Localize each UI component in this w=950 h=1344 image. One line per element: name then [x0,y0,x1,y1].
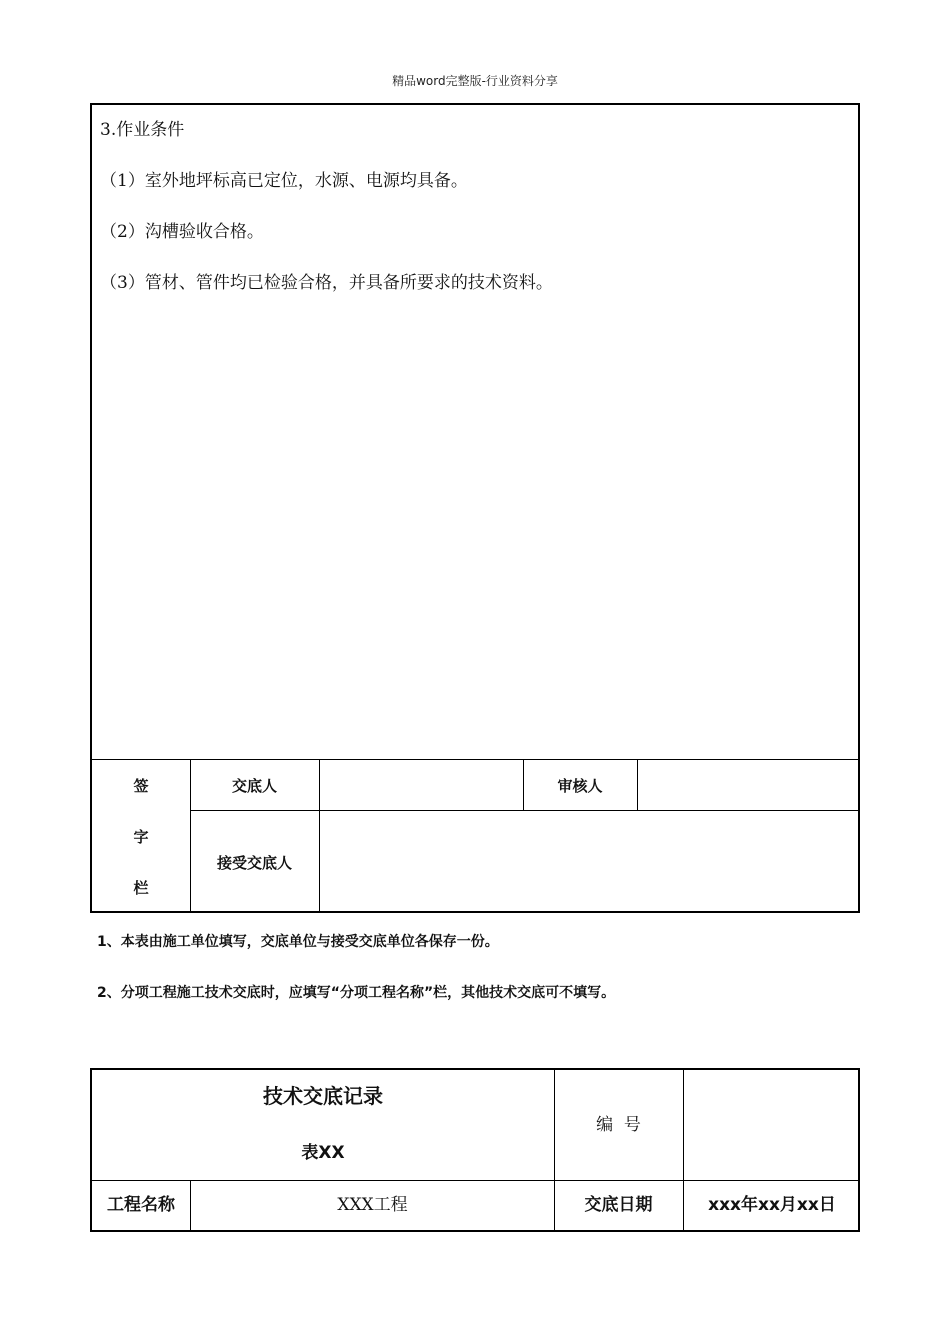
note-1: 1、本表由施工单位填写，交底单位与接受交底单位各保存一份。 [97,934,499,950]
technical-disclosure-table [90,103,860,913]
receiver-label: 接受交底人 [216,854,292,872]
number-label: 编 号 [596,1115,641,1135]
work-conditions-heading: 3.作业条件 [100,120,185,140]
record-row-divider [92,1180,858,1181]
signature-col-divider-4 [637,759,638,810]
work-condition-item-2: （2）沟槽验收合格。 [100,222,264,242]
record-subtitle: 表XX [301,1143,345,1163]
record-title: 技术交底记录 [263,1084,383,1108]
signature-row-divider [190,810,858,811]
presenter-label: 交底人 [231,777,277,795]
project-name-label: 工程名称 [107,1195,175,1215]
signature-col-divider-2 [319,759,320,911]
signature-column-char-2: 字 [133,828,149,846]
reviewer-label: 审核人 [557,777,603,795]
disclosure-record-table [90,1068,860,1232]
work-condition-item-3: （3）管材、管件均已检验合格，并具备所要求的技术资料。 [100,273,553,293]
disclosure-date-value: xxx年xx月xx日 [708,1195,836,1215]
note-2: 2、分项工程施工技术交底时，应填写“分项工程名称”栏，其他技术交底可不填写。 [97,985,616,1001]
signature-column-char-3: 栏 [133,879,149,897]
page-header: 精品word完整版-行业资料分享 [392,74,558,88]
signature-top-border [92,759,858,760]
work-condition-item-1: （1）室外地坪标高已定位，水源、电源均具备。 [100,171,468,191]
disclosure-date-label: 交底日期 [584,1195,653,1215]
signature-column-char-1: 签 [133,777,149,795]
project-name-value: XXX工程 [337,1195,408,1215]
